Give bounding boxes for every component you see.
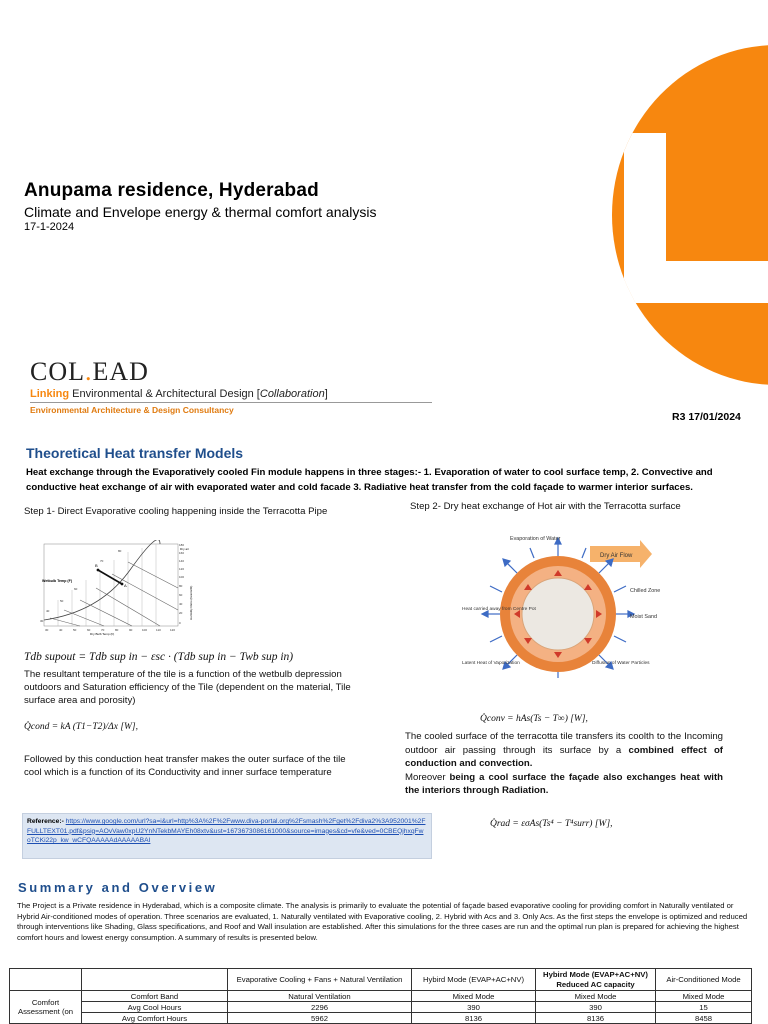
wetbulb-label: Wetbulb Temp (F) — [42, 579, 73, 583]
dry-air-flow-label: Dry Air Flow — [600, 553, 633, 559]
x-tick: 110 — [156, 628, 161, 632]
header-cell: Evaporative Cooling + Fans + Natural Ventilation — [228, 969, 412, 991]
colead-line: Linking Environmental & Architectural Design [Collaboration] — [30, 388, 328, 400]
table-cell: 2296 — [228, 1002, 412, 1013]
table-cell: Mixed Mode — [656, 991, 752, 1002]
table-cell: 5962 — [228, 1013, 412, 1024]
header-cell: Hybird Mode (EVAP+AC+NV) — [412, 969, 536, 991]
reference-box: Reference:- https://www.google.com/url?sa=i&url=http%3A%2F%2Fwww.diva-portal.org%2Fsmash%2Fget%2Fdiva2%3A952001%2FFULLTEXT01.pdf&psig=AOvVaw0xpU2YnNTekbMAYEh08xtv&ust=1673673086161000&source=images&cd=vfe&ved=0CBEQjhxqFwoTCKi22p_kw_wCFQAAAAAdAAAAABAI — [22, 813, 432, 859]
summary-paragraph: The Project is a Private residence in Hyderabad, which is a composite climate. The analysis is primarily to evaluate the potential of façade based evaporative cooling for providing comfort in Naturally ventilated or Hybrid Air-conditioned modes of operation. Three scenarios are evaluated, 1. Naturally ventilated with Evaporative cooling, 2. Hybrid with Acs and 3. Only Acs. As the first steps the envelope is optimized and reduced through interventions like Shading, Glass specifications, and Roof and Wall insulation are established. After this simulations for the three cases are run and the optimal run plan is prepared for achieving the highest comfort hours and lowest energy consumption. A summary of results is presented below. — [17, 901, 748, 942]
divider — [30, 402, 432, 403]
left-tick: 80 — [118, 549, 122, 553]
table-cell: Mixed Mode — [412, 991, 536, 1002]
header-cell: Air-Conditioned Mode — [656, 969, 752, 991]
document-title: Anupama residence, Hyderabad — [24, 180, 319, 201]
equation-convection: Q̇conv = hAs(Ts − T∞) [W], — [480, 714, 588, 724]
x-tick: 120 — [170, 628, 176, 632]
x-tick: 80 — [115, 628, 119, 632]
colead-brand — [30, 358, 432, 415]
table-row — [10, 991, 752, 1002]
terracotta-heat-exchange-diagram — [462, 530, 672, 680]
table-cell: 15 — [656, 1002, 752, 1013]
psychrometric-chart-figure — [40, 540, 200, 636]
step1-heading: Step 1- Direct Evaporative cooling happening inside the Terracotta Pipe — [24, 506, 328, 517]
table-cell: 8136 — [536, 1013, 656, 1024]
right-tick: 60 — [179, 593, 183, 597]
table-row — [10, 1013, 752, 1024]
right-tick: 80 — [179, 584, 183, 588]
x-tick: 100 — [142, 628, 148, 632]
right-tick: 120 — [179, 567, 185, 571]
group-label: Comfort Assessment (on — [10, 991, 82, 1024]
latent-heat-label: Latent Heat of Vaporization — [462, 661, 520, 666]
x-tick: 30 — [45, 628, 49, 632]
resultant-temp-paragraph: The resultant temperature of the tile is a function of the wetbulb depression outdoors and Saturation efficiency of the Tile (dependent on the material, Tile surface area and porosity) — [24, 669, 351, 706]
heat-carried-label: Heat carried away from Centre Pot — [462, 607, 536, 612]
revision-label: R3 17/01/2024 — [672, 411, 741, 423]
right-tick: 20 — [179, 611, 183, 615]
equation-radiation: Q̇rad = εσAs(Ts⁴ − T⁴surr) [W], — [490, 819, 613, 829]
results-table — [9, 968, 752, 1024]
equation-tdb: Tdb supout = Tdb sup in − εsc · (Tdb sup in − Twb sup in) — [24, 651, 294, 663]
table-cell: 390 — [412, 1002, 536, 1013]
intro-paragraph: Heat exchange through the Evaporatively cooled Fin module happens in three stages:- 1. Evaporation of water to cool surface temp, 2. Convective and conductive heat exchange of air with evaporated water and cold facade 3. Radiative heat transfer from the cold façade to warmer interior surfaces. — [26, 467, 713, 493]
summary-title: Summary and Overview — [18, 880, 218, 895]
conduction-paragraph: Followed by this conduction heat transfer makes the outer surface of the tile cool which is a function of its Conductivity and inner surface temperature — [24, 754, 346, 778]
header-cell: Hybird Mode (EVAP+AC+NV) Reduced AC capacity — [536, 969, 656, 991]
dry-air-label: Dry air — [180, 547, 189, 551]
equation-conduction: Q̇cond = kA (T1−T2)/Δx [W], — [24, 722, 139, 732]
logo-l-horizontal — [624, 261, 768, 303]
right-tick: 100 — [179, 575, 185, 579]
reference-link[interactable]: https://www.google.com/url?sa=i&url=http%3A%2F%2Fwww.diva-portal.org%2Fsmash%2Fget%2Fdiva2%3A952001%2FFULLTEXT01.pdf&psig=AOvVaw0xpU2YnNTekbMAYEh08xtv&ust=1673673086161000&source=images&cd=vfe&ved=0CBEQjhxqFwoTCKi22p_kw_wCFQAAAAAdAAAAABAI — [27, 818, 426, 845]
row-label: Avg Comfort Hours — [82, 1013, 228, 1024]
brand-disc-logo — [612, 45, 768, 385]
humidity-axis-label: Humidity Ratio (Grains/lb) — [189, 585, 193, 620]
cooled-surface-paragraph: The cooled surface of the terracotta tile transfers its coolth to the Incoming outdoor air passing through its surface by a combined effect of conduction and convection. Moreover being a cool surface the façade also exchanges heat with the interiors through Radiation. — [405, 731, 724, 796]
right-tick: 180 — [179, 543, 185, 547]
left-tick: 40 — [46, 609, 50, 613]
colead-tagline: Environmental Architecture & Design Consultancy — [30, 405, 234, 415]
right-tick: 140 — [179, 559, 185, 563]
x-axis-label: Dry Bulb Temp (F) — [90, 632, 115, 636]
row-label: Avg Cool Hours — [82, 1002, 228, 1013]
point-a-label: A — [124, 583, 127, 588]
section-title: Theoretical Heat transfer Models — [26, 445, 244, 461]
x-tick: 60 — [87, 628, 91, 632]
table-cell: Mixed Mode — [536, 991, 656, 1002]
core — [522, 578, 594, 650]
evaporation-label: Evaporation of Water — [510, 536, 561, 542]
colead-wordmark: COL.EAD — [30, 357, 149, 386]
left-tick: 30 — [40, 619, 44, 623]
left-tick: 60 — [74, 587, 78, 591]
table-header-row — [10, 969, 752, 991]
table-cell: 8136 — [412, 1013, 536, 1024]
left-tick: 70 — [100, 559, 104, 563]
table-row — [10, 1002, 752, 1013]
diffusion-label: Diffusion of Water Particles — [592, 661, 650, 666]
document-subtitle: Climate and Envelope energy & thermal comfort analysis — [24, 204, 377, 220]
chilled-zone-label: Chilled Zone — [630, 588, 661, 594]
table-cell: 8458 — [656, 1013, 752, 1024]
right-tick: 0 — [179, 621, 181, 625]
right-tick: 160 — [179, 551, 185, 555]
x-tick: 90 — [129, 628, 133, 632]
moist-sand-label: Moist Sand — [630, 614, 657, 620]
x-tick: 40 — [59, 628, 63, 632]
table-cell: 390 — [536, 1002, 656, 1013]
x-tick: 70 — [101, 628, 105, 632]
step2-heading: Step 2- Dry heat exchange of Hot air with the Terracotta surface — [410, 501, 681, 512]
point-b-label: B — [95, 563, 98, 568]
document-date: 17-1-2024 — [24, 221, 75, 233]
x-tick: 50 — [73, 628, 77, 632]
right-tick: 40 — [179, 602, 183, 606]
table-cell: Natural Ventilation — [228, 991, 412, 1002]
left-tick: 50 — [60, 599, 64, 603]
row-label: Comfort Band — [82, 991, 228, 1002]
